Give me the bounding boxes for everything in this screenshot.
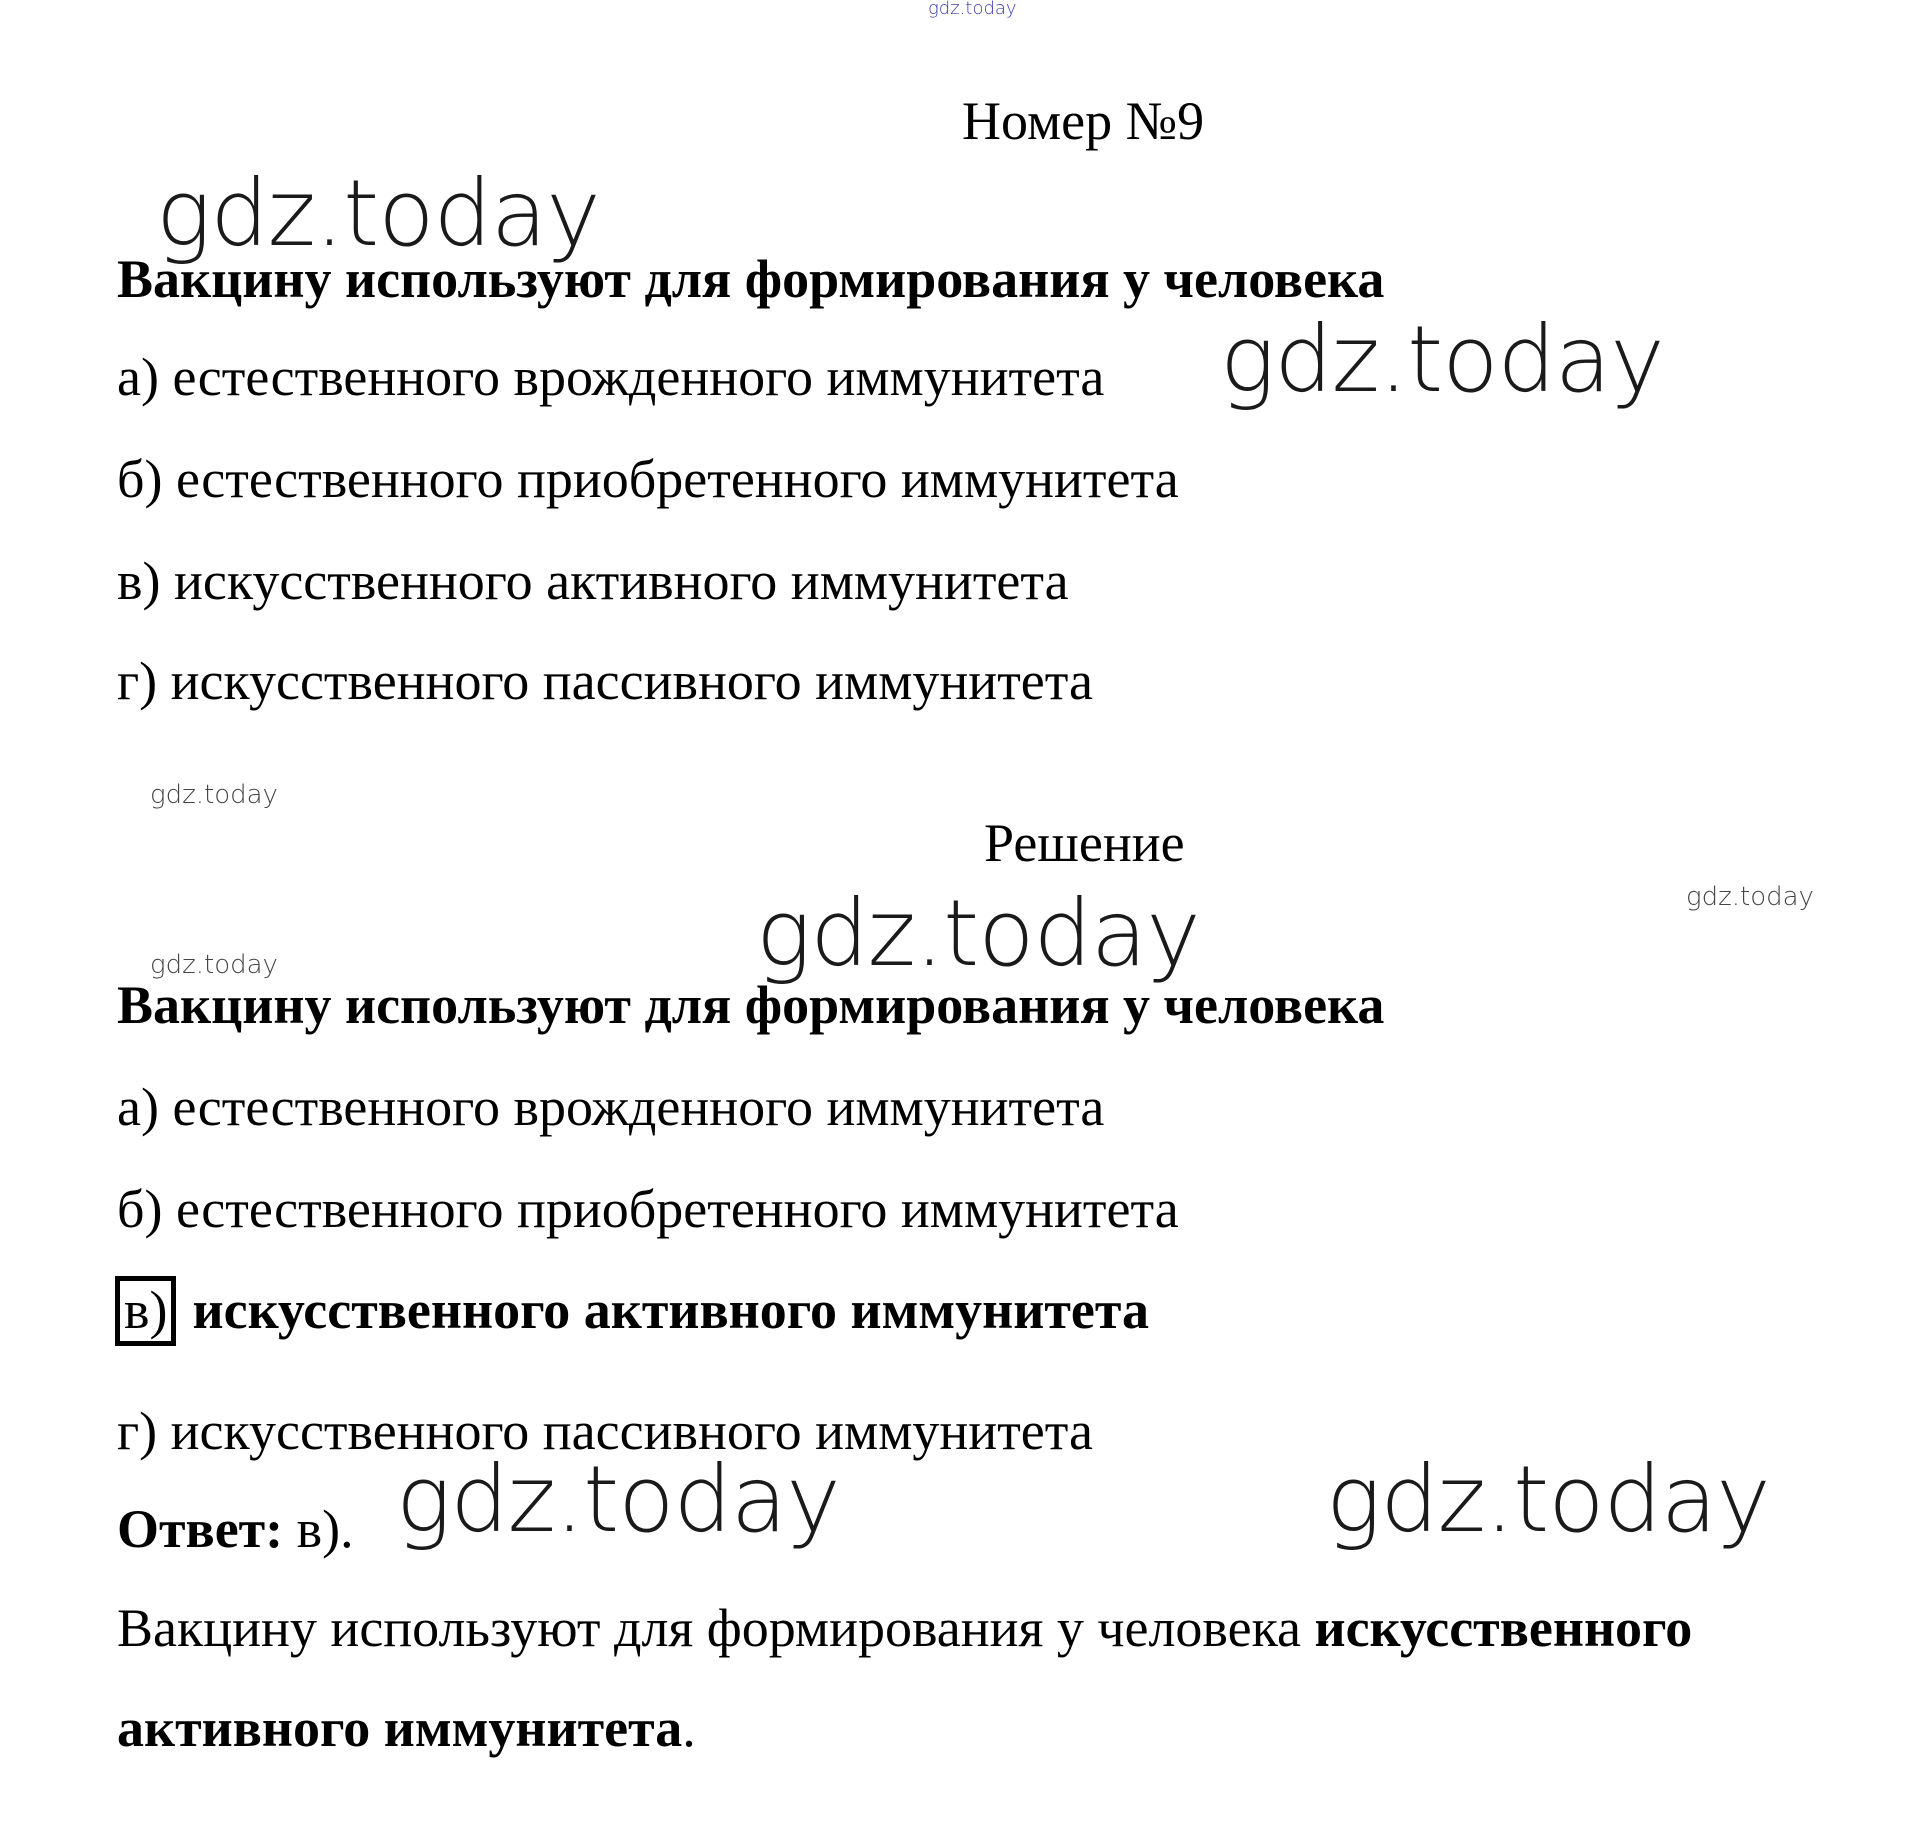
- question-option-a: [117, 347, 1105, 407]
- option-text: естественного врожденного иммунитета: [172, 1077, 1105, 1137]
- option-text: естественного приобретенного иммунитета: [175, 449, 1179, 509]
- option-label: б): [117, 449, 163, 509]
- watermark-top: gdz.today: [928, 0, 1017, 19]
- option-label: г): [117, 1401, 158, 1461]
- solution-question-text: Вакцину используют для формирования у человека: [117, 975, 1385, 1035]
- answer-value: в).: [296, 1499, 354, 1559]
- option-text: естественного врожденного иммунитета: [172, 347, 1105, 407]
- watermark-small-1: gdz.today: [150, 780, 278, 810]
- question-option-b: [117, 449, 1179, 509]
- option-label: в): [117, 551, 161, 611]
- watermark-large-5: gdz.today: [1326, 1446, 1770, 1553]
- solution-option-d: [117, 1401, 1093, 1461]
- watermark-large-2: gdz.today: [1220, 306, 1664, 413]
- solution-option-a: [117, 1077, 1105, 1137]
- explanation-bold: искусственного активного иммунитета: [117, 1598, 1693, 1758]
- solution-heading: Решение: [984, 813, 1185, 873]
- answer-label: Ответ:: [117, 1499, 284, 1559]
- page-title: Номер №9: [962, 91, 1205, 151]
- watermark-large-1: gdz.today: [156, 160, 600, 267]
- watermark-small-3: gdz.today: [150, 950, 278, 980]
- option-text: искусственного пассивного иммунитета: [170, 1401, 1093, 1461]
- option-text: искусственного пассивного иммунитета: [170, 651, 1093, 711]
- option-text: искусственного активного иммунитета: [173, 551, 1069, 611]
- watermark-large-4: gdz.today: [396, 1446, 840, 1553]
- question-text: Вакцину используют для формирования у человека: [117, 249, 1385, 309]
- option-label: а): [117, 347, 159, 407]
- explanation-prefix: Вакцину используют для формирования у человека: [117, 1598, 1301, 1658]
- option-label: г): [117, 651, 158, 711]
- solution-option-b: [117, 1179, 1179, 1239]
- option-text: естественного приобретенного иммунитета: [175, 1179, 1179, 1239]
- option-label: б): [117, 1179, 163, 1239]
- option-text: искусственного активного иммунитета: [192, 1280, 1150, 1340]
- question-option-d: [117, 651, 1093, 711]
- question-option-c: [117, 551, 1069, 611]
- explanation-paragraph: [117, 1578, 1897, 1778]
- selected-option-box: в): [115, 1276, 176, 1346]
- watermark-small-2: gdz.today: [1686, 882, 1814, 912]
- explanation-suffix: .: [682, 1698, 696, 1758]
- answer-line: [117, 1499, 354, 1559]
- option-label: а): [117, 1077, 159, 1137]
- watermark-large-3: gdz.today: [756, 880, 1200, 987]
- solution-option-c-selected: [115, 1276, 1149, 1346]
